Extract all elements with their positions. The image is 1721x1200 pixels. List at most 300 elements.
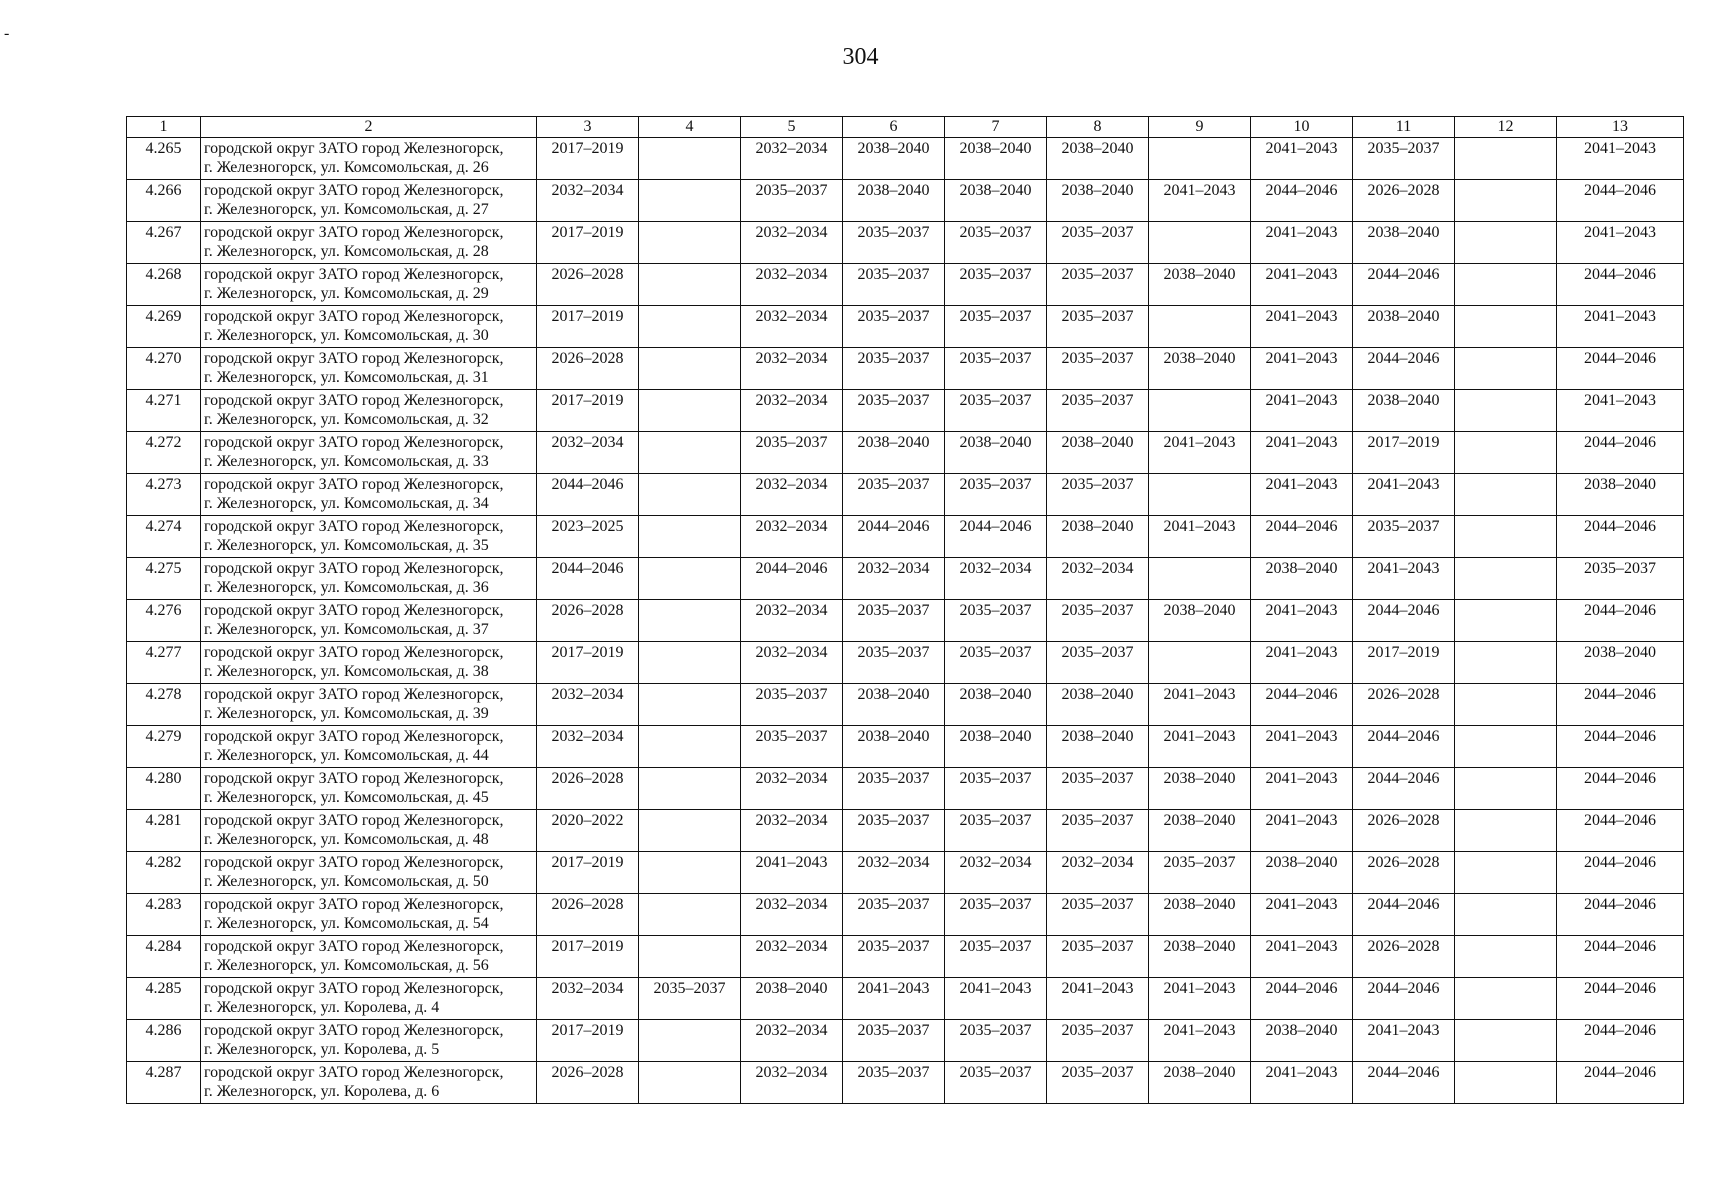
period-cell-col-6: 2035–2037	[843, 474, 945, 516]
period-cell-col-5: 2032–2034	[741, 348, 843, 390]
table-row	[127, 642, 1684, 684]
period-cell-col-4	[639, 264, 741, 306]
period-cell-col-7: 2035–2037	[945, 348, 1047, 390]
period-cell-col-12	[1455, 600, 1557, 642]
period-cell-col-4	[639, 600, 741, 642]
period-cell-col-10: 2038–2040	[1251, 1020, 1353, 1062]
row-number-cell: 4.287	[127, 1062, 201, 1104]
period-cell-col-10: 2041–2043	[1251, 894, 1353, 936]
period-cell-col-8: 2035–2037	[1047, 894, 1149, 936]
period-cell-col-10: 2041–2043	[1251, 264, 1353, 306]
address-cell	[201, 810, 537, 852]
period-cell-col-5: 2035–2037	[741, 180, 843, 222]
address-municipality: городской округ ЗАТО город Железногорск,	[204, 644, 504, 661]
period-cell-col-13: 2044–2046	[1557, 978, 1684, 1020]
column-header-13: 13	[1557, 117, 1684, 138]
period-cell-col-5: 2035–2037	[741, 432, 843, 474]
period-cell-col-9: 2038–2040	[1149, 894, 1251, 936]
address-street: г. Железногорск, ул. Комсомольская, д. 36	[204, 579, 489, 596]
address-municipality: городской округ ЗАТО город Железногорск,	[204, 812, 504, 829]
header-row	[127, 117, 1684, 138]
period-cell-col-12	[1455, 516, 1557, 558]
period-cell-col-3: 2017–2019	[537, 1020, 639, 1062]
period-cell-col-5: 2032–2034	[741, 474, 843, 516]
period-cell-col-13: 2041–2043	[1557, 138, 1684, 180]
period-cell-col-7: 2032–2034	[945, 558, 1047, 600]
period-cell-col-4	[639, 390, 741, 432]
period-cell-col-7: 2038–2040	[945, 138, 1047, 180]
address-municipality: городской округ ЗАТО город Железногорск,	[204, 224, 504, 241]
period-cell-col-7: 2035–2037	[945, 768, 1047, 810]
address-cell	[201, 264, 537, 306]
period-cell-col-12	[1455, 558, 1557, 600]
period-cell-col-6: 2038–2040	[843, 432, 945, 474]
period-cell-col-3: 2026–2028	[537, 768, 639, 810]
address-cell	[201, 180, 537, 222]
period-cell-col-4	[639, 642, 741, 684]
period-cell-col-9	[1149, 642, 1251, 684]
address-municipality: городской округ ЗАТО город Железногорск,	[204, 896, 504, 913]
period-cell-col-13: 2041–2043	[1557, 306, 1684, 348]
period-cell-col-7: 2038–2040	[945, 684, 1047, 726]
period-cell-col-7: 2035–2037	[945, 810, 1047, 852]
period-cell-col-12	[1455, 684, 1557, 726]
period-cell-col-13: 2044–2046	[1557, 852, 1684, 894]
period-cell-col-6: 2035–2037	[843, 768, 945, 810]
address-municipality: городской округ ЗАТО город Железногорск,	[204, 560, 504, 577]
period-cell-col-13: 2044–2046	[1557, 768, 1684, 810]
period-cell-col-8: 2035–2037	[1047, 600, 1149, 642]
column-header-8: 8	[1047, 117, 1149, 138]
period-cell-col-11: 2017–2019	[1353, 432, 1455, 474]
period-cell-col-11: 2026–2028	[1353, 852, 1455, 894]
column-header-11: 11	[1353, 117, 1455, 138]
period-cell-col-7: 2035–2037	[945, 306, 1047, 348]
address-cell	[201, 558, 537, 600]
period-cell-col-9: 2041–2043	[1149, 516, 1251, 558]
period-cell-col-10: 2044–2046	[1251, 978, 1353, 1020]
period-cell-col-3: 2017–2019	[537, 306, 639, 348]
table-row	[127, 306, 1684, 348]
period-cell-col-9: 2038–2040	[1149, 810, 1251, 852]
period-cell-col-9: 2035–2037	[1149, 852, 1251, 894]
period-cell-col-7: 2038–2040	[945, 432, 1047, 474]
table-row	[127, 1020, 1684, 1062]
table-row	[127, 726, 1684, 768]
period-cell-col-6: 2035–2037	[843, 222, 945, 264]
address-cell	[201, 474, 537, 516]
period-cell-col-9: 2038–2040	[1149, 1062, 1251, 1104]
period-cell-col-10: 2041–2043	[1251, 642, 1353, 684]
period-cell-col-11: 2026–2028	[1353, 684, 1455, 726]
table-row	[127, 474, 1684, 516]
address-street: г. Железногорск, ул. Королева, д. 6	[204, 1083, 440, 1100]
period-cell-col-12	[1455, 1020, 1557, 1062]
period-cell-col-9: 2041–2043	[1149, 726, 1251, 768]
period-cell-col-8: 2035–2037	[1047, 264, 1149, 306]
period-cell-col-3: 2032–2034	[537, 432, 639, 474]
period-cell-col-7: 2038–2040	[945, 726, 1047, 768]
address-municipality: городской округ ЗАТО город Железногорск,	[204, 938, 504, 955]
address-street: г. Железногорск, ул. Комсомольская, д. 30	[204, 327, 489, 344]
table-row	[127, 516, 1684, 558]
period-cell-col-8: 2035–2037	[1047, 222, 1149, 264]
period-cell-col-3: 2032–2034	[537, 180, 639, 222]
table-row	[127, 852, 1684, 894]
period-cell-col-4	[639, 180, 741, 222]
period-cell-col-7: 2035–2037	[945, 600, 1047, 642]
address-municipality: городской округ ЗАТО город Железногорск,	[204, 350, 504, 367]
period-cell-col-11: 2038–2040	[1353, 222, 1455, 264]
period-cell-col-11: 2035–2037	[1353, 516, 1455, 558]
address-municipality: городской округ ЗАТО город Железногорск,	[204, 308, 504, 325]
table-row	[127, 936, 1684, 978]
period-cell-col-13: 2044–2046	[1557, 1020, 1684, 1062]
period-cell-col-12	[1455, 138, 1557, 180]
period-cell-col-5: 2032–2034	[741, 264, 843, 306]
period-cell-col-12	[1455, 810, 1557, 852]
period-cell-col-10: 2044–2046	[1251, 684, 1353, 726]
period-cell-col-6: 2035–2037	[843, 810, 945, 852]
period-cell-col-7: 2035–2037	[945, 1062, 1047, 1104]
period-cell-col-6: 2044–2046	[843, 516, 945, 558]
period-cell-col-12	[1455, 936, 1557, 978]
row-number-cell: 4.273	[127, 474, 201, 516]
address-street: г. Железногорск, ул. Комсомольская, д. 37	[204, 621, 489, 638]
address-cell	[201, 978, 537, 1020]
column-header-1: 1	[127, 117, 201, 138]
table-row	[127, 1062, 1684, 1104]
period-cell-col-9: 2038–2040	[1149, 348, 1251, 390]
period-cell-col-4	[639, 348, 741, 390]
period-cell-col-12	[1455, 768, 1557, 810]
row-number-cell: 4.268	[127, 264, 201, 306]
address-street: г. Железногорск, ул. Комсомольская, д. 31	[204, 369, 489, 386]
period-cell-col-5: 2032–2034	[741, 138, 843, 180]
period-cell-col-13: 2041–2043	[1557, 222, 1684, 264]
period-cell-col-13: 2038–2040	[1557, 474, 1684, 516]
period-cell-col-3: 2023–2025	[537, 516, 639, 558]
period-cell-col-8: 2038–2040	[1047, 180, 1149, 222]
period-cell-col-6: 2032–2034	[843, 852, 945, 894]
schedule-table	[126, 116, 1684, 1104]
period-cell-col-9	[1149, 222, 1251, 264]
period-cell-col-4	[639, 516, 741, 558]
period-cell-col-7: 2035–2037	[945, 894, 1047, 936]
page-number: 304	[842, 44, 879, 70]
row-number-cell: 4.272	[127, 432, 201, 474]
period-cell-col-10: 2041–2043	[1251, 810, 1353, 852]
period-cell-col-11: 2041–2043	[1353, 558, 1455, 600]
period-cell-col-5: 2032–2034	[741, 1020, 843, 1062]
period-cell-col-9	[1149, 474, 1251, 516]
address-street: г. Железногорск, ул. Комсомольская, д. 38	[204, 663, 489, 680]
period-cell-col-10: 2041–2043	[1251, 726, 1353, 768]
period-cell-col-10: 2041–2043	[1251, 600, 1353, 642]
table-row	[127, 138, 1684, 180]
period-cell-col-13: 2044–2046	[1557, 726, 1684, 768]
address-municipality: городской округ ЗАТО город Железногорск,	[204, 476, 504, 493]
period-cell-col-9	[1149, 558, 1251, 600]
period-cell-col-12	[1455, 180, 1557, 222]
table-row	[127, 264, 1684, 306]
period-cell-col-3: 2032–2034	[537, 726, 639, 768]
table-row	[127, 894, 1684, 936]
address-municipality: городской округ ЗАТО город Железногорск,	[204, 980, 504, 997]
period-cell-col-3: 2026–2028	[537, 894, 639, 936]
row-number-cell: 4.266	[127, 180, 201, 222]
column-header-2: 2	[201, 117, 537, 138]
period-cell-col-7: 2041–2043	[945, 978, 1047, 1020]
address-municipality: городской округ ЗАТО город Железногорск,	[204, 266, 504, 283]
period-cell-col-13: 2038–2040	[1557, 642, 1684, 684]
period-cell-col-7: 2038–2040	[945, 180, 1047, 222]
period-cell-col-11: 2044–2046	[1353, 348, 1455, 390]
address-municipality: городской округ ЗАТО город Железногорск,	[204, 1022, 504, 1039]
period-cell-col-12	[1455, 348, 1557, 390]
period-cell-col-6: 2038–2040	[843, 180, 945, 222]
period-cell-col-7: 2035–2037	[945, 222, 1047, 264]
address-street: г. Железногорск, ул. Комсомольская, д. 32	[204, 411, 489, 428]
period-cell-col-3: 2017–2019	[537, 222, 639, 264]
period-cell-col-8: 2041–2043	[1047, 978, 1149, 1020]
period-cell-col-8: 2035–2037	[1047, 936, 1149, 978]
period-cell-col-9: 2041–2043	[1149, 1020, 1251, 1062]
column-header-6: 6	[843, 117, 945, 138]
row-number-cell: 4.277	[127, 642, 201, 684]
period-cell-col-5: 2038–2040	[741, 978, 843, 1020]
period-cell-col-9	[1149, 138, 1251, 180]
period-cell-col-6: 2035–2037	[843, 600, 945, 642]
period-cell-col-13: 2044–2046	[1557, 1062, 1684, 1104]
period-cell-col-10: 2041–2043	[1251, 474, 1353, 516]
period-cell-col-4	[639, 726, 741, 768]
period-cell-col-5: 2032–2034	[741, 894, 843, 936]
period-cell-col-3: 2044–2046	[537, 558, 639, 600]
period-cell-col-11: 2038–2040	[1353, 306, 1455, 348]
period-cell-col-7: 2035–2037	[945, 390, 1047, 432]
period-cell-col-4	[639, 768, 741, 810]
address-cell	[201, 138, 537, 180]
address-street: г. Железногорск, ул. Комсомольская, д. 54	[204, 915, 489, 932]
period-cell-col-4	[639, 558, 741, 600]
row-number-cell: 4.269	[127, 306, 201, 348]
period-cell-col-5: 2035–2037	[741, 726, 843, 768]
address-municipality: городской округ ЗАТО город Железногорск,	[204, 1064, 504, 1081]
period-cell-col-10: 2041–2043	[1251, 390, 1353, 432]
address-cell	[201, 390, 537, 432]
period-cell-col-5: 2044–2046	[741, 558, 843, 600]
period-cell-col-7: 2035–2037	[945, 474, 1047, 516]
address-cell	[201, 1020, 537, 1062]
period-cell-col-4	[639, 1062, 741, 1104]
address-municipality: городской округ ЗАТО город Железногорск,	[204, 602, 504, 619]
period-cell-col-6: 2038–2040	[843, 138, 945, 180]
period-cell-col-13: 2044–2046	[1557, 432, 1684, 474]
period-cell-col-5: 2032–2034	[741, 600, 843, 642]
period-cell-col-8: 2032–2034	[1047, 558, 1149, 600]
period-cell-col-8: 2035–2037	[1047, 642, 1149, 684]
address-cell	[201, 306, 537, 348]
period-cell-col-4	[639, 222, 741, 264]
period-cell-col-3: 2017–2019	[537, 852, 639, 894]
period-cell-col-8: 2035–2037	[1047, 474, 1149, 516]
period-cell-col-10: 2041–2043	[1251, 768, 1353, 810]
row-number-cell: 4.284	[127, 936, 201, 978]
period-cell-col-5: 2032–2034	[741, 390, 843, 432]
address-street: г. Железногорск, ул. Комсомольская, д. 39	[204, 705, 489, 722]
address-municipality: городской округ ЗАТО город Железногорск,	[204, 728, 504, 745]
address-municipality: городской округ ЗАТО город Железногорск,	[204, 770, 504, 787]
period-cell-col-9: 2041–2043	[1149, 684, 1251, 726]
address-cell	[201, 600, 537, 642]
period-cell-col-8: 2035–2037	[1047, 768, 1149, 810]
period-cell-col-6: 2035–2037	[843, 306, 945, 348]
period-cell-col-5: 2032–2034	[741, 768, 843, 810]
period-cell-col-6: 2035–2037	[843, 264, 945, 306]
period-cell-col-8: 2038–2040	[1047, 432, 1149, 474]
page-corner-mark: -	[4, 25, 10, 42]
address-municipality: городской округ ЗАТО город Железногорск,	[204, 140, 504, 157]
column-header-10: 10	[1251, 117, 1353, 138]
period-cell-col-11: 2026–2028	[1353, 180, 1455, 222]
period-cell-col-8: 2032–2034	[1047, 852, 1149, 894]
period-cell-col-12	[1455, 894, 1557, 936]
period-cell-col-3: 2026–2028	[537, 264, 639, 306]
table-row	[127, 810, 1684, 852]
period-cell-col-5: 2032–2034	[741, 936, 843, 978]
period-cell-col-3: 2026–2028	[537, 348, 639, 390]
period-cell-col-8: 2038–2040	[1047, 726, 1149, 768]
row-number-cell: 4.282	[127, 852, 201, 894]
period-cell-col-10: 2041–2043	[1251, 348, 1353, 390]
address-street: г. Железногорск, ул. Комсомольская, д. 45	[204, 789, 489, 806]
period-cell-col-12	[1455, 264, 1557, 306]
period-cell-col-8: 2035–2037	[1047, 348, 1149, 390]
address-street: г. Железногорск, ул. Королева, д. 4	[204, 999, 440, 1016]
row-number-cell: 4.285	[127, 978, 201, 1020]
period-cell-col-3: 2017–2019	[537, 642, 639, 684]
period-cell-col-10: 2041–2043	[1251, 432, 1353, 474]
row-number-cell: 4.270	[127, 348, 201, 390]
period-cell-col-9: 2041–2043	[1149, 180, 1251, 222]
address-cell	[201, 726, 537, 768]
row-number-cell: 4.283	[127, 894, 201, 936]
period-cell-col-3: 2044–2046	[537, 474, 639, 516]
address-cell	[201, 936, 537, 978]
address-municipality: городской округ ЗАТО город Железногорск,	[204, 518, 504, 535]
period-cell-col-11: 2044–2046	[1353, 264, 1455, 306]
period-cell-col-6: 2035–2037	[843, 348, 945, 390]
period-cell-col-11: 2035–2037	[1353, 138, 1455, 180]
period-cell-col-6: 2035–2037	[843, 936, 945, 978]
row-number-cell: 4.271	[127, 390, 201, 432]
period-cell-col-9: 2038–2040	[1149, 768, 1251, 810]
period-cell-col-9	[1149, 390, 1251, 432]
period-cell-col-7: 2035–2037	[945, 1020, 1047, 1062]
period-cell-col-7: 2032–2034	[945, 852, 1047, 894]
period-cell-col-4	[639, 852, 741, 894]
address-cell	[201, 516, 537, 558]
period-cell-col-4	[639, 138, 741, 180]
period-cell-col-11: 2044–2046	[1353, 600, 1455, 642]
period-cell-col-7: 2035–2037	[945, 264, 1047, 306]
period-cell-col-4	[639, 432, 741, 474]
period-cell-col-6: 2035–2037	[843, 894, 945, 936]
row-number-cell: 4.280	[127, 768, 201, 810]
period-cell-col-4: 2035–2037	[639, 978, 741, 1020]
row-number-cell: 4.275	[127, 558, 201, 600]
period-cell-col-11: 2026–2028	[1353, 936, 1455, 978]
row-number-cell: 4.276	[127, 600, 201, 642]
period-cell-col-5: 2032–2034	[741, 1062, 843, 1104]
period-cell-col-10: 2041–2043	[1251, 936, 1353, 978]
address-street: г. Железногорск, ул. Комсомольская, д. 56	[204, 957, 489, 974]
address-cell	[201, 894, 537, 936]
address-street: г. Железногорск, ул. Комсомольская, д. 33	[204, 453, 489, 470]
period-cell-col-4	[639, 936, 741, 978]
address-street: г. Железногорск, ул. Комсомольская, д. 48	[204, 831, 489, 848]
period-cell-col-8: 2038–2040	[1047, 138, 1149, 180]
address-cell	[201, 852, 537, 894]
period-cell-col-3: 2026–2028	[537, 600, 639, 642]
address-municipality: городской округ ЗАТО город Железногорск,	[204, 434, 504, 451]
address-municipality: городской округ ЗАТО город Железногорск,	[204, 854, 504, 871]
address-cell	[201, 768, 537, 810]
table-row	[127, 978, 1684, 1020]
period-cell-col-9	[1149, 306, 1251, 348]
address-cell	[201, 222, 537, 264]
address-street: г. Железногорск, ул. Комсомольская, д. 29	[204, 285, 489, 302]
period-cell-col-9: 2041–2043	[1149, 432, 1251, 474]
period-cell-col-3: 2032–2034	[537, 684, 639, 726]
period-cell-col-5: 2041–2043	[741, 852, 843, 894]
period-cell-col-6: 2032–2034	[843, 558, 945, 600]
period-cell-col-11: 2041–2043	[1353, 1020, 1455, 1062]
period-cell-col-13: 2044–2046	[1557, 264, 1684, 306]
period-cell-col-13: 2041–2043	[1557, 390, 1684, 432]
period-cell-col-12	[1455, 222, 1557, 264]
table-body	[127, 138, 1684, 1104]
table-row	[127, 558, 1684, 600]
period-cell-col-8: 2038–2040	[1047, 516, 1149, 558]
address-cell	[201, 642, 537, 684]
period-cell-col-3: 2017–2019	[537, 390, 639, 432]
address-municipality: городской округ ЗАТО город Железногорск,	[204, 182, 504, 199]
column-header-9: 9	[1149, 117, 1251, 138]
address-cell	[201, 348, 537, 390]
period-cell-col-4	[639, 306, 741, 348]
period-cell-col-12	[1455, 306, 1557, 348]
period-cell-col-12	[1455, 642, 1557, 684]
row-number-cell: 4.274	[127, 516, 201, 558]
address-street: г. Железногорск, ул. Комсомольская, д. 50	[204, 873, 489, 890]
period-cell-col-11: 2044–2046	[1353, 768, 1455, 810]
period-cell-col-7: 2044–2046	[945, 516, 1047, 558]
period-cell-col-12	[1455, 726, 1557, 768]
period-cell-col-7: 2035–2037	[945, 936, 1047, 978]
period-cell-col-5: 2032–2034	[741, 642, 843, 684]
column-header-4: 4	[639, 117, 741, 138]
period-cell-col-10: 2044–2046	[1251, 516, 1353, 558]
address-street: г. Железногорск, ул. Комсомольская, д. 26	[204, 159, 489, 176]
period-cell-col-6: 2041–2043	[843, 978, 945, 1020]
period-cell-col-9: 2038–2040	[1149, 264, 1251, 306]
address-street: г. Железногорск, ул. Королева, д. 5	[204, 1041, 440, 1058]
period-cell-col-13: 2044–2046	[1557, 894, 1684, 936]
address-street: г. Железногорск, ул. Комсомольская, д. 35	[204, 537, 489, 554]
table-row	[127, 348, 1684, 390]
